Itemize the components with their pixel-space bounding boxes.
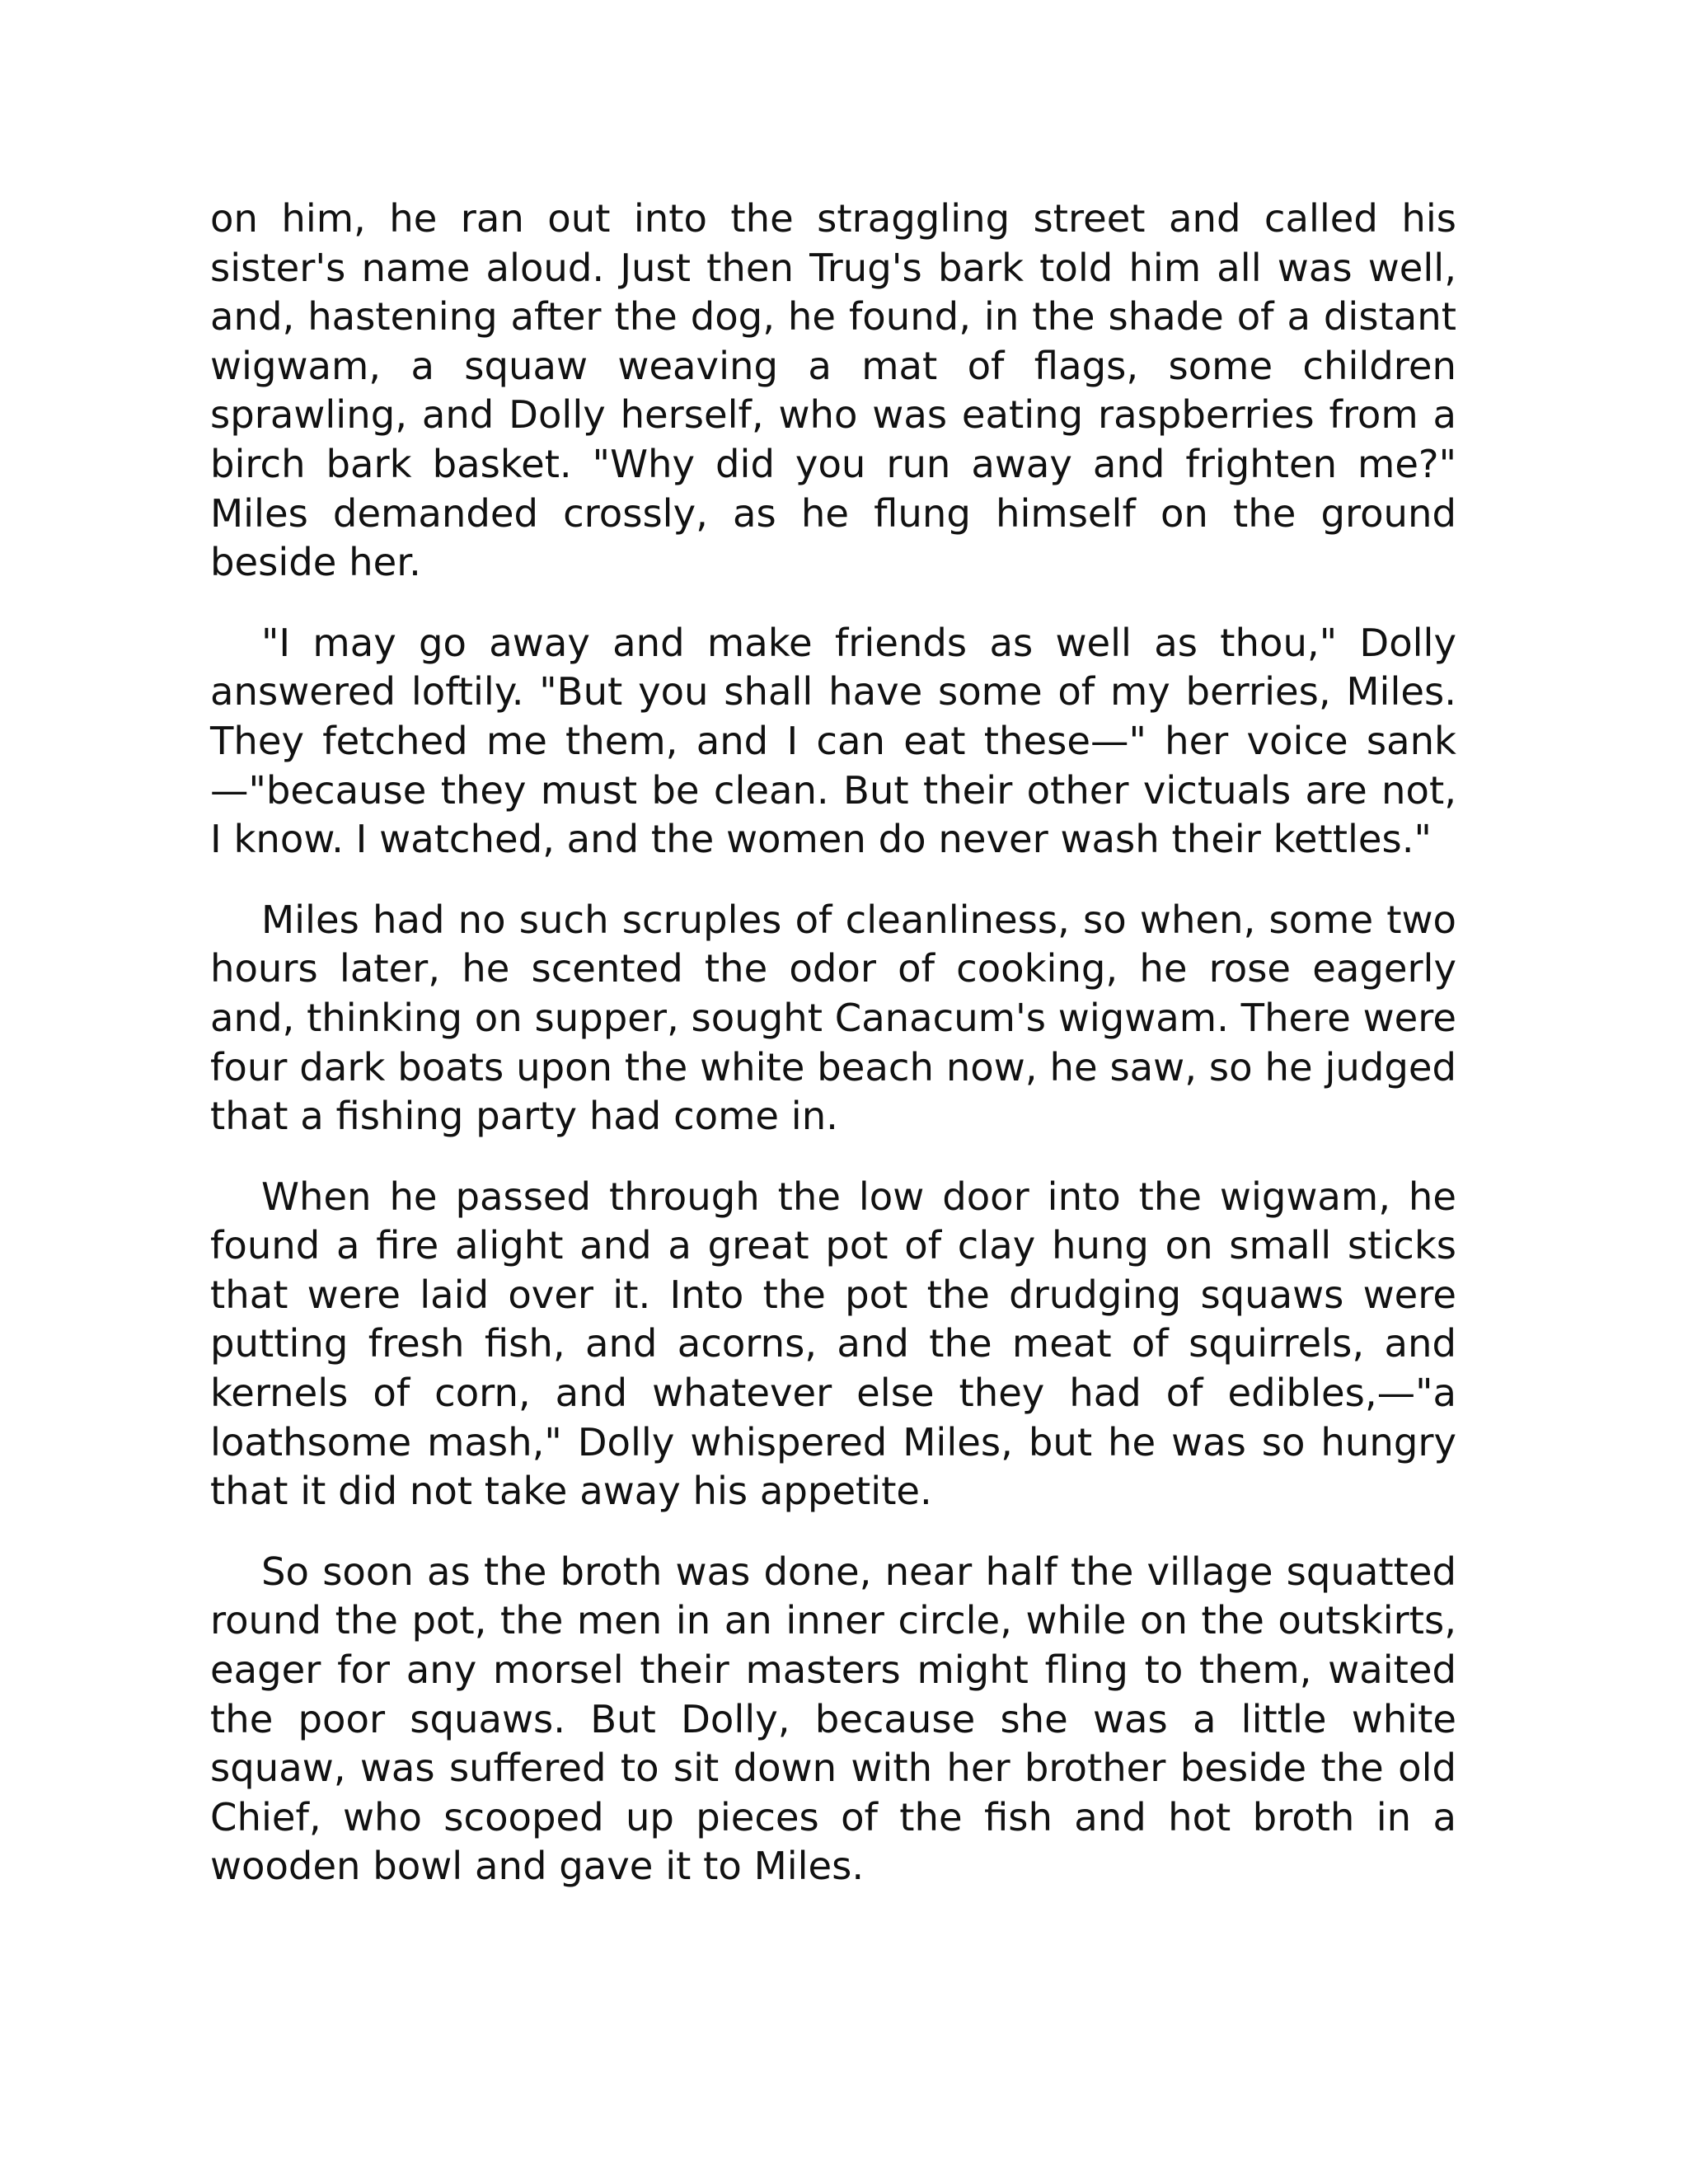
paragraph-2: "I may go away and make friends as well as thou," Dolly answered loftily. "But you shall have some of my berries, Miles. They fetched me them, and I can eat these—" her voice sank—"because they must be clean. But their other victuals are not, I know. I watched, and the women do never wash their kettles." [210,620,1456,862]
paragraph-1: on him, he ran out into the straggling street and called his sister's name aloud. Just then Trug's bark told him all was well, and, hastening after the dog, he found, in the shade of a distant wigwam, a squaw weaving a mat of flags, some children sprawling, and Dolly herself, who was eating raspberries from a birch bark basket. "Why did you run away and frighten me?" Miles demanded crossly, as he flung himself on the ground beside her. [210,196,1456,585]
paragraph-5: So soon as the broth was done, near half the village squatted round the pot, the men in an inner circle, while on the outskirts, eager for any morsel their masters might fling to them, waited the poor squaws. But Dolly, because she was a little white squaw, was suffered to sit down with her brother beside the old Chief, who scooped up pieces of the fish and hot broth in a wooden bowl and gave it to Miles. [210,1549,1456,1889]
paragraph-4: When he passed through the low door into the wigwam, he found a fire alight and a great pot of clay hung on small sticks that were laid over it. Into the pot the drudging squaws were putting fresh fish, and acorns, and the meat of squirrels, and kernels of corn, and whatever else they had of edibles,—"a loathsome mash," Dolly whispered Miles, but he was so hungry that it did not take away his appetite. [210,1174,1456,1514]
page-body [210,194,1456,1923]
paragraph-3: Miles had no such scruples of cleanliness, so when, some two hours later, he scented the odor of cooking, he rose eagerly and, thinking on supper, sought Canacum's wigwam. There were four dark boats upon the white beach now, he saw, so he judged that a fishing party had come in. [210,897,1456,1139]
